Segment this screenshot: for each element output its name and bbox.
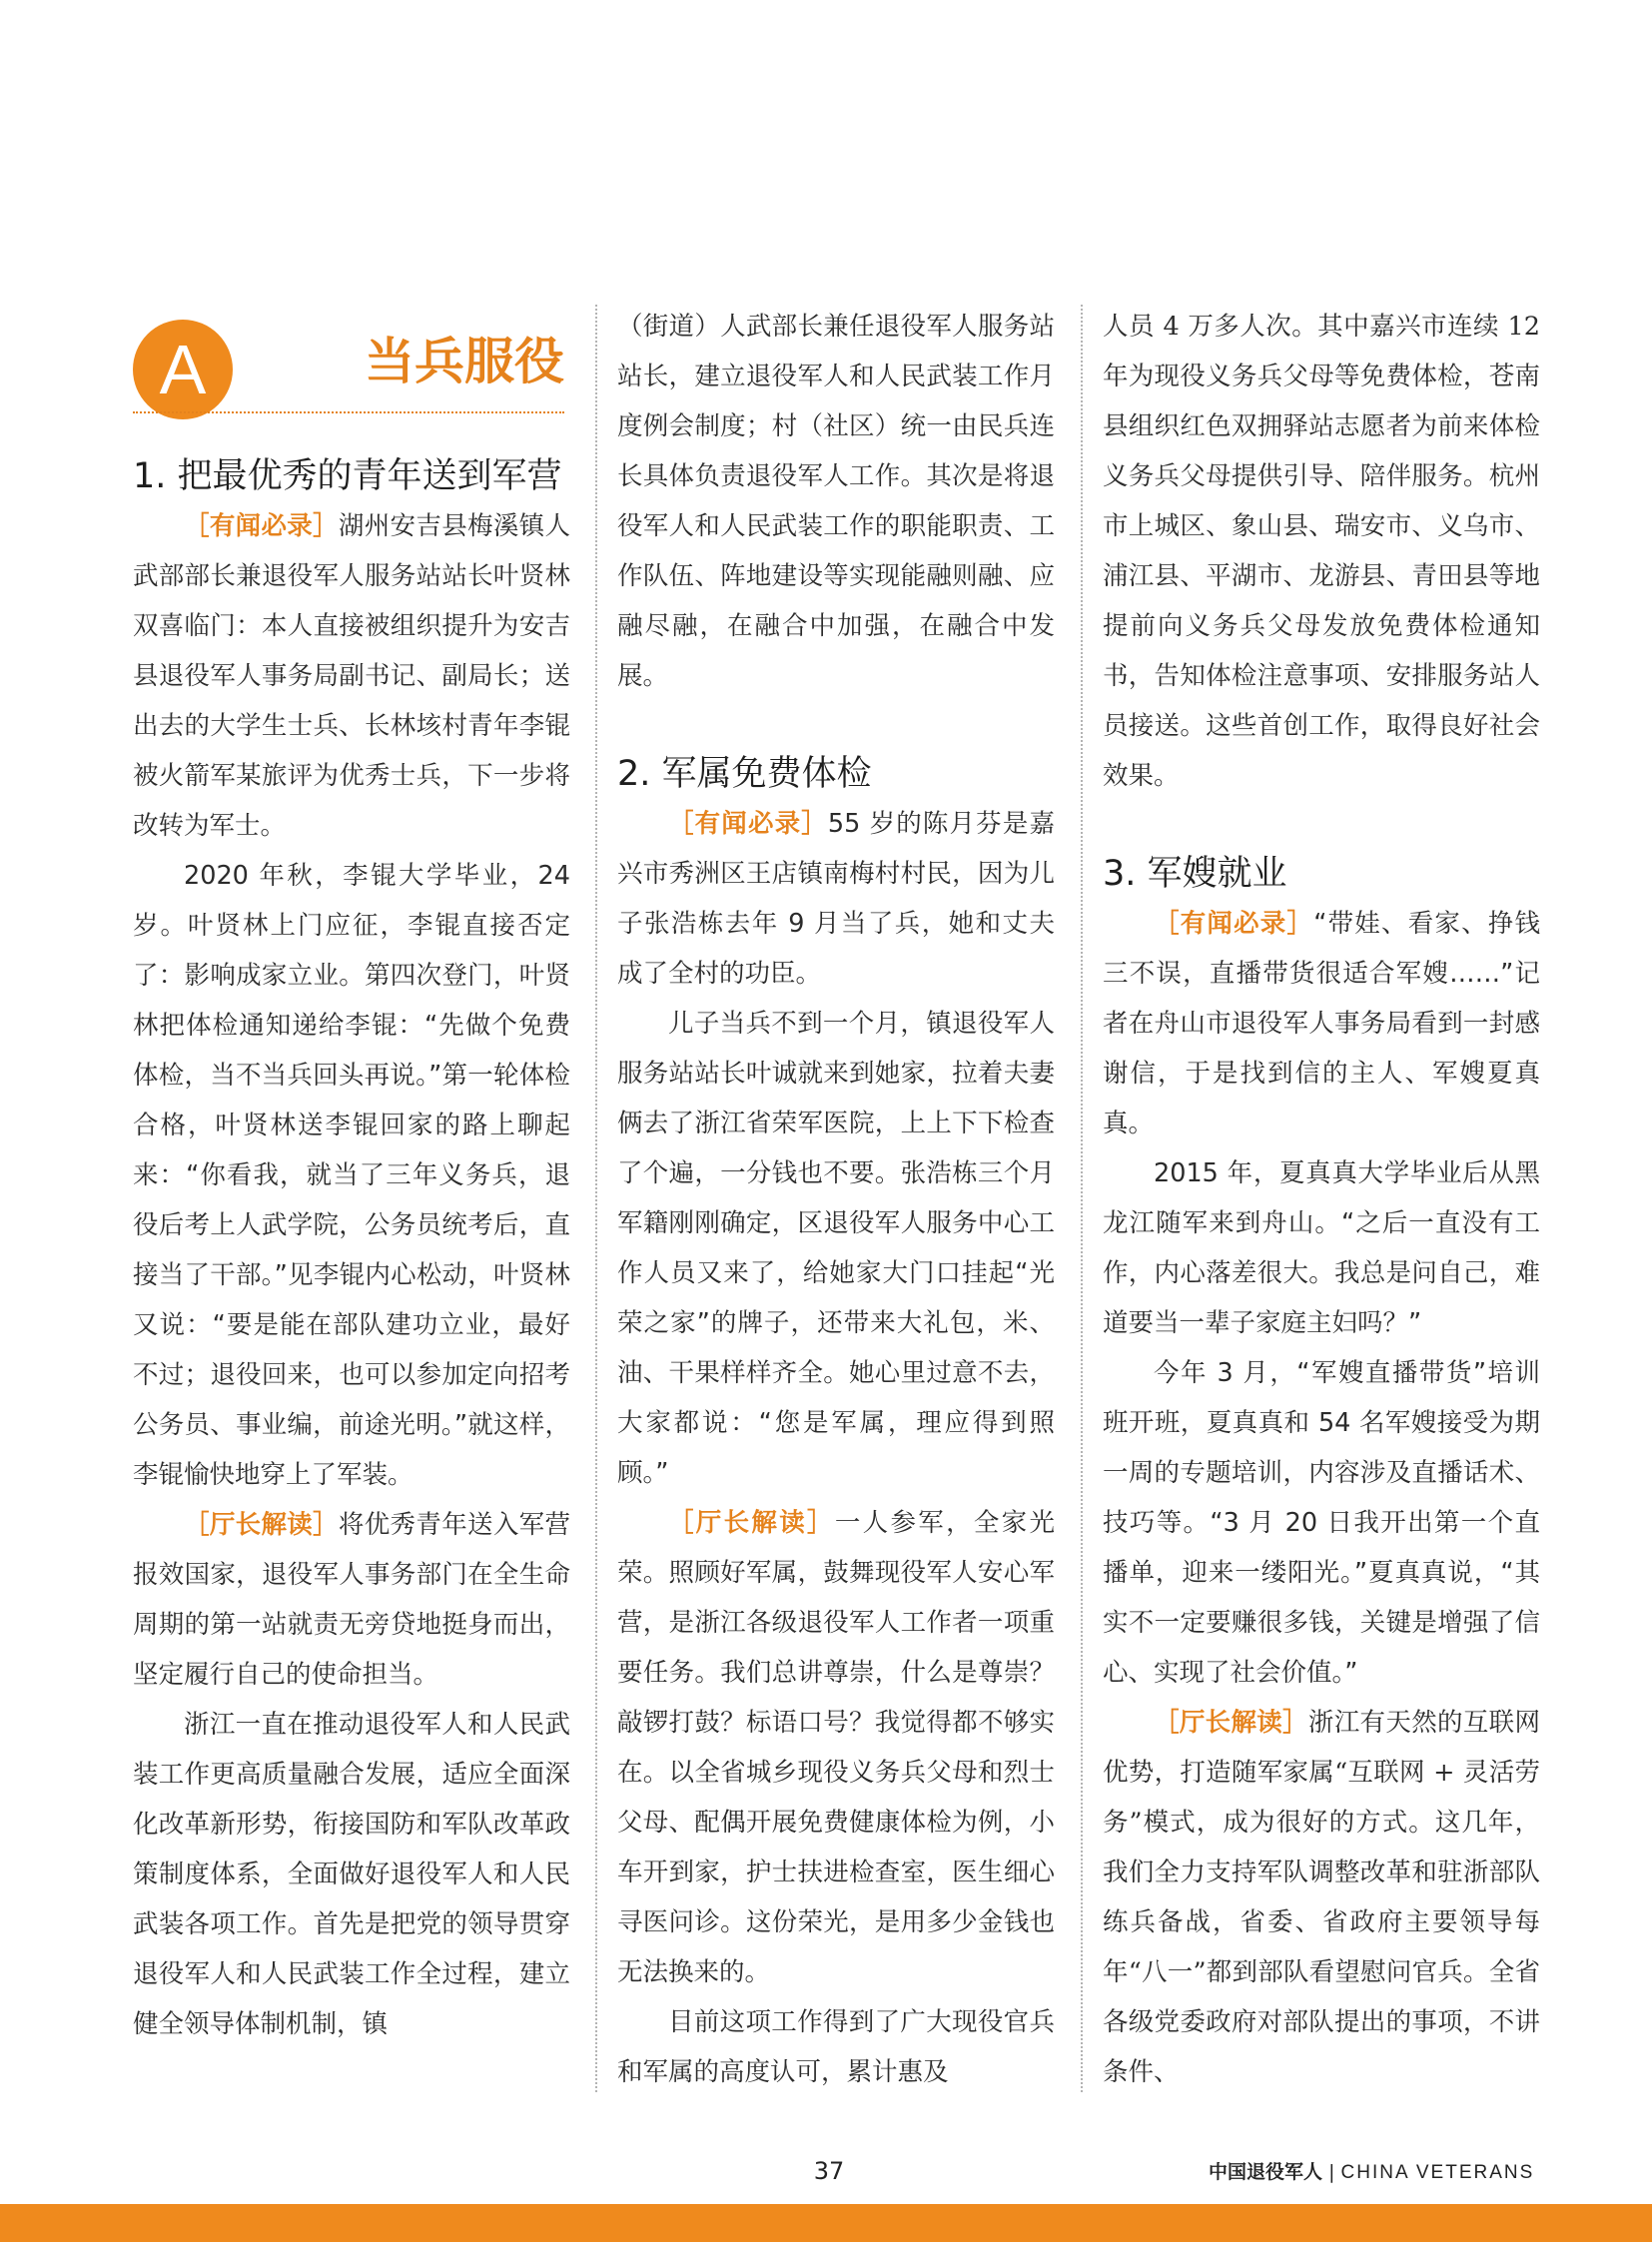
paragraph: 浙江一直在推动退役军人和人民武装工作更高质量融合发展，适应全面深化改革新形势，衔接国防和军队改革政策制度体系，全面做好退役军人和人民武装各项工作。首先是把党的领导贯穿退役军人和人民武装工作全过程，建立健全领导体制机制，镇 (133, 1710, 570, 2039)
tag-label: ［有闻必录］ (668, 809, 828, 839)
paragraph: 目前这项工作得到了广大现役官兵和军属的高度认可，累计惠及 (617, 2007, 1055, 2087)
part-title: 当兵服役 (365, 333, 564, 390)
article-column-2 (617, 302, 1055, 2097)
section-heading: 3. 军嫂就业 (1103, 854, 1287, 894)
tag-label: ［厅长解读］ (668, 1508, 835, 1538)
paragraph-text: 一人参军，全家光荣。照顾好军属，鼓舞现役军人安心军营，是浙江各级退役军人工作者一项重要任务。我们总讲尊崇，什么是尊崇？敲锣打鼓？标语口号？我觉得都不够实在。以全省城乡现役义务兵父母和烈士父母、配偶开展免费健康体检为例，小车开到家，护士扶进检查室，医生细心寻医问诊。这份荣光，是用多少金钱也无法换来的。 (617, 1508, 1055, 1987)
paragraph: （街道）人武部长兼任退役军人服务站站长，建立退役军人和人民武装工作月度例会制度；村（社区）统一由民兵连长具体负责退役军人工作。其次是将退役军人和人民武装工作的职能职责、工作队伍、阵地建设等实现能融则融、应融尽融，在融合中加强，在融合中发展。 (617, 312, 1055, 691)
paragraph: 儿子当兵不到一个月，镇退役军人服务站站长叶诚就来到她家，拉着夫妻俩去了浙江省荣军医院，上上下下检查了个遍，一分钱也不要。张浩栋三个月军籍刚刚确定，区退役军人服务中心工作人员又来了，给她家大门口挂起“光荣之家”的牌子，还带来大礼包，米、油、干果样样齐全。她心里过意不去，大家都说：“您是军属，理应得到照顾。” (617, 1009, 1055, 1488)
tag-label: ［有闻必录］ (184, 511, 339, 541)
page-number: 37 (813, 2157, 845, 2185)
paragraph-text: 将优秀青年送入军营报效国家，退役军人事务部门在全生命周期的第一站就责无旁贷地挺身而出，坚定履行自己的使命担当。 (133, 1510, 570, 1690)
paragraph-text: 湖州安吉县梅溪镇人武部部长兼退役军人服务站站长叶贤林双喜临门：本人直接被组织提升为安吉县退役军人事务局副书记、副局长；送出去的大学生士兵、长林垓村青年李锟被火箭军某旅评为优秀士兵，下一步将改转为军士。 (133, 511, 570, 841)
paragraph: 2015 年，夏真真大学毕业后从黑龙江随军来到舟山。“之后一直没有工作，内心落差很大。我总是问自己，难道要当一辈子家庭主妇吗？” (1103, 1158, 1540, 1338)
section-heading: 1. 把最优秀的青年送到军营 (133, 456, 562, 496)
paragraph-text: 浙江有天然的互联网优势，打造随军家属“互联网 + 灵活劳务”模式，成为很好的方式。这几年，我们全力支持军队调整改革和驻浙部队练兵备战，省委、省政府主要领导每年“八一”都到部队看望慰问官兵。全省各级党委政府对部队提出的事项，不讲条件、 (1103, 1708, 1540, 2087)
paragraph (133, 501, 570, 851)
paragraph-text: “带娃、看家、挣钱三不误，直播带货很适合军嫂……”记者在舟山市退役军人事务局看到一封感谢信，于是找到信的主人、军嫂夏真真。 (1103, 909, 1540, 1138)
section-letter-badge: A (133, 320, 233, 419)
footer-accent-bar (0, 2204, 1652, 2242)
paragraph: 人员 4 万多人次。其中嘉兴市连续 12 年为现役义务兵父母等免费体检，苍南县组织红色双拥驿站志愿者为前来体检义务兵父母提供引导、陪伴服务。杭州市上城区、象山县、瑞安市、义乌市、浦江县、平湖市、龙游县、青田县等地提前向义务兵父母发放免费体检通知书，告知体检注意事项、安排服务站人员接送。这些首创工作，取得良好社会效果。 (1103, 312, 1540, 791)
magazine-brand (1209, 2157, 1534, 2184)
paragraph-text: 55 岁的陈月芬是嘉兴市秀洲区王店镇南梅村村民，因为儿子张浩栋去年 9 月当了兵，她和丈夫成了全村的功臣。 (617, 809, 1055, 989)
section-heading: 2. 军属免费体检 (617, 754, 872, 794)
brand-english: CHINA VETERANS (1340, 2162, 1535, 2183)
tag-label: ［厅长解读］ (184, 1510, 339, 1540)
brand-chinese: 中国退役军人 (1209, 2161, 1323, 2183)
article-column-1 (133, 302, 570, 2049)
column-divider (1081, 305, 1083, 2092)
paragraph: 今年 3 月，“军嫂直播带货”培训班开班，夏真真和 54 名军嫂接受为期一周的专题培训，内容涉及直播话术、技巧等。“3 月 20 日我开出第一个直播单，迎来一缕阳光。”夏真真说，“其实不一定要赚很多钱，关键是增强了信心、实现了社会价值。” (1103, 1358, 1540, 1688)
paragraph (1103, 899, 1540, 1148)
tag-label: ［厅长解读］ (1154, 1708, 1308, 1738)
paragraph: 2020 年秋，李锟大学毕业，24 岁。叶贤林上门应征，李锟直接否定了：影响成家立业。第四次登门，叶贤林把体检通知递给李锟：“先做个免费体检，当不当兵回头再说。”第一轮体检合格，叶贤林送李锟回家的路上聊起来：“你看我，就当了三年义务兵，退役后考上人武学院，公务员统考后，直接当了干部。”见李锟内心松动，叶贤林又说：“要是能在部队建功立业，最好不过；退役回来，也可以参加定向招考公务员、事业编，前途光明。”就这样，李锟愉快地穿上了军装。 (133, 861, 570, 1490)
paragraph (133, 1500, 570, 1700)
paragraph (617, 799, 1055, 999)
brand-separator: | (1328, 2161, 1335, 2183)
column-divider (595, 305, 597, 2092)
tag-label: ［有闻必录］ (1154, 909, 1314, 939)
paragraph (1103, 1698, 1540, 2097)
paragraph (617, 1498, 1055, 1997)
article-column-3 (1103, 302, 1540, 2097)
